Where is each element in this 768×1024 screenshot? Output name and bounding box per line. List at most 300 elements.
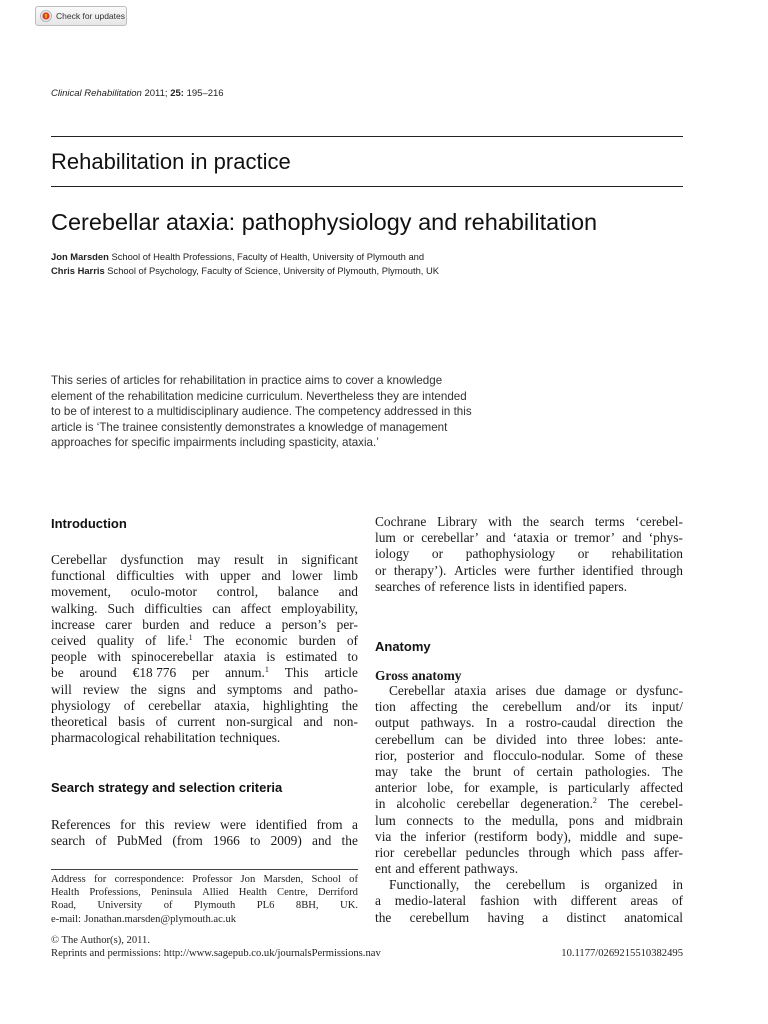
word: physiology — [51, 697, 111, 713]
word: damage — [564, 683, 607, 698]
word: balance — [277, 584, 319, 600]
word: take — [410, 763, 433, 779]
word: identified — [533, 578, 585, 594]
word: lum — [375, 812, 396, 828]
word: medio-lateral — [394, 893, 467, 909]
word: the — [444, 763, 461, 779]
text-line — [51, 873, 358, 886]
word: divided — [496, 731, 537, 747]
word: ataxia, — [214, 697, 250, 713]
word: output — [375, 715, 410, 731]
word: for — [120, 817, 136, 832]
word: further — [538, 562, 575, 578]
word: to — [249, 833, 261, 849]
word: iology — [375, 546, 410, 562]
journal-citation — [51, 88, 224, 99]
word: correspondence: — [114, 874, 185, 885]
word: of — [123, 697, 135, 713]
word: medulla, — [511, 812, 559, 828]
text-line — [51, 899, 358, 912]
text-line — [375, 514, 683, 530]
text-line — [51, 584, 358, 600]
word: or — [556, 530, 568, 546]
word: and/or — [576, 699, 611, 715]
word: and — [625, 828, 646, 844]
text-line — [375, 748, 683, 764]
text-line — [375, 530, 683, 546]
word: reference — [439, 578, 490, 594]
word: having — [487, 909, 524, 925]
abstract — [51, 373, 541, 451]
word: through — [641, 562, 683, 578]
word: input/ — [651, 699, 683, 715]
copyright-notice: © The Author(s), 2011. — [51, 935, 150, 946]
word: affect — [240, 600, 272, 616]
word: pathways. — [464, 861, 519, 877]
word: ante- — [656, 731, 683, 747]
word: University — [97, 900, 143, 912]
word: employability, — [281, 600, 358, 616]
word: significant — [301, 552, 358, 567]
anatomy-heading: Anatomy — [375, 639, 431, 654]
word: In — [485, 715, 498, 731]
word: with — [185, 568, 209, 584]
word: direction — [607, 715, 656, 731]
word: example, — [489, 780, 539, 796]
word: Cochrane — [375, 514, 427, 529]
word: of — [671, 893, 683, 909]
word: a — [265, 616, 272, 632]
word: Articles — [454, 562, 497, 578]
word: be — [473, 731, 486, 747]
word: fashion — [479, 893, 520, 909]
reprints-link[interactable]: Reprints and permissions: http://www.sagepub.co.uk/journalsPermissions.nav — [51, 948, 381, 959]
word: lists — [493, 578, 515, 594]
word: and — [464, 747, 484, 763]
word: 2009) — [270, 833, 302, 849]
word: increase — [51, 616, 95, 632]
citation-pages: 195–216 — [186, 88, 224, 99]
author-affiliation: School of Psychology, Faculty of Science, University of Plymouth, Plymouth, UK — [107, 265, 440, 276]
text-line — [375, 699, 683, 715]
text-line — [375, 732, 683, 748]
word: oculo-motor — [130, 584, 197, 600]
word: flocculo-nodular. — [493, 747, 585, 763]
abstract-line: This series of articles for rehabilitation in practice aims to cover a knowledge — [51, 374, 443, 387]
word: affer- — [653, 844, 683, 860]
word: alcoholic — [396, 796, 446, 812]
word: life.$^1$ — [167, 632, 193, 648]
section-rule — [51, 186, 683, 187]
text-line — [51, 633, 358, 649]
text-line — [51, 552, 358, 568]
text-line — [51, 601, 358, 617]
word: of — [155, 713, 167, 729]
word: and — [486, 530, 506, 546]
word: Such — [107, 600, 135, 616]
text-line — [375, 780, 683, 796]
word: around — [79, 665, 117, 681]
word: patho- — [323, 681, 358, 697]
word: PubMed — [116, 833, 163, 849]
word: techniques. — [219, 730, 281, 746]
word: therapy’). — [393, 562, 447, 578]
word: Jon — [240, 874, 256, 885]
word: degeneration.$^2$ — [520, 796, 597, 812]
word: of — [145, 632, 157, 648]
word: per — [192, 665, 210, 681]
citation-volume: 25: — [170, 88, 184, 99]
word: dysfunc- — [636, 683, 683, 698]
text-line — [51, 886, 358, 899]
word: cerebellum — [375, 731, 435, 747]
word: rehabilitation — [611, 546, 683, 562]
word: tremor’ — [574, 530, 616, 546]
word: pathologies. — [584, 763, 651, 779]
word: Plymouth — [194, 900, 236, 912]
word: peduncles — [465, 844, 520, 860]
word: its — [624, 699, 638, 715]
word: lower — [291, 568, 323, 584]
word: current — [177, 713, 216, 729]
word: Derriford — [317, 887, 358, 899]
word: rior — [375, 844, 395, 860]
word: of — [424, 578, 436, 594]
word: ‘ataxia — [512, 530, 550, 546]
word: (from — [172, 833, 203, 849]
text-line — [51, 682, 358, 698]
word: and — [338, 584, 358, 600]
text-line — [51, 714, 358, 730]
word: Jonathan.marsden@plymouth.ac.uk — [84, 913, 237, 925]
word: and — [293, 681, 313, 697]
word: searches — [375, 578, 421, 594]
word: dysfunction — [120, 552, 184, 567]
word: the — [666, 715, 683, 731]
word: signs — [157, 681, 186, 697]
word: PL6 — [256, 900, 275, 912]
word: Some — [594, 747, 626, 763]
word: rostro-caudal — [525, 715, 597, 731]
word: pathophysiology — [465, 546, 556, 562]
word: inferior — [425, 828, 466, 844]
word: estimated — [285, 649, 338, 665]
word: and — [189, 616, 210, 632]
journal-name: Clinical Rehabilitation — [51, 88, 142, 99]
word: will — [51, 681, 72, 697]
word: may — [375, 763, 399, 779]
text-line — [51, 698, 358, 714]
word: for — [463, 780, 480, 796]
word: posterior — [406, 747, 455, 763]
text-line — [51, 617, 358, 633]
word: the — [471, 699, 489, 715]
word: with — [97, 649, 122, 665]
word: economic — [235, 632, 288, 648]
word: Address — [51, 874, 86, 885]
word: of — [346, 632, 358, 648]
word: is — [548, 780, 558, 796]
word: cerebellar’ — [421, 530, 479, 546]
top-rule — [51, 136, 683, 137]
word: difficulties — [116, 568, 175, 584]
word: organized — [604, 877, 658, 893]
word: reduce — [219, 616, 256, 632]
word: or — [577, 546, 589, 562]
word: of — [513, 763, 525, 779]
text-line — [375, 845, 683, 861]
word: papers. — [588, 578, 628, 594]
word: spinocerebellar — [131, 649, 214, 665]
word: the — [130, 681, 147, 697]
word: and — [604, 812, 624, 828]
word: these — [655, 747, 683, 763]
word: and — [303, 713, 323, 729]
word: cerebellar — [403, 844, 457, 860]
word: with — [488, 514, 512, 529]
word: Functionally, — [389, 877, 460, 893]
word: and — [395, 861, 415, 877]
word: with — [533, 893, 558, 909]
word: cerebellar — [148, 697, 201, 713]
word: 8BH, — [295, 900, 319, 912]
word: School — [311, 874, 341, 885]
word: ceived — [51, 632, 86, 648]
word: the — [474, 877, 491, 893]
word: of — [95, 833, 107, 849]
word: certain — [536, 763, 573, 779]
word: ent — [375, 861, 392, 877]
word: were — [504, 562, 531, 578]
word: of — [163, 900, 173, 912]
word: is — [580, 877, 590, 893]
word: ataxia — [454, 683, 487, 698]
word: or — [402, 530, 415, 546]
word: supe- — [653, 828, 683, 844]
abstract-line: element of the rehabilitation medicine curriculum. Nevertheless they are intended — [51, 389, 467, 403]
article-title: Cerebellar ataxia: pathophysiology and rehabilitation — [51, 209, 598, 235]
word: people — [51, 649, 87, 665]
word: Marsden, — [263, 874, 304, 885]
word: and — [261, 568, 281, 584]
word: middle — [579, 828, 618, 844]
word: movement, — [51, 584, 111, 600]
check-for-updates-label: Check for updates — [56, 11, 125, 21]
correspondence-footnote — [51, 873, 358, 926]
word: affecting — [410, 699, 458, 715]
word: or — [375, 562, 387, 578]
word: cerebellum — [409, 909, 470, 925]
word: cerebellar — [456, 796, 510, 812]
word: brunt — [472, 763, 502, 779]
text-line — [375, 877, 683, 893]
word: efferent — [418, 861, 461, 877]
search-strategy-body — [51, 817, 358, 849]
text-line — [375, 813, 683, 829]
word: Peninsula — [150, 887, 193, 899]
word: difficulties — [144, 600, 203, 616]
word: non- — [333, 713, 358, 729]
text-line — [375, 829, 683, 845]
word: distinct — [566, 909, 606, 925]
word: lobe, — [426, 780, 454, 796]
word: Cerebellar — [51, 552, 107, 567]
word: a — [508, 715, 515, 731]
text-line — [51, 913, 358, 926]
word: and — [196, 681, 216, 697]
word: References — [51, 817, 111, 832]
word: tion — [375, 699, 396, 715]
word: UK. — [340, 900, 358, 912]
word: the — [484, 812, 502, 828]
word: pass — [621, 844, 645, 860]
abstract-line: to be of interest to a multidisciplinary audience. The competency addressed in this — [51, 405, 472, 418]
word: is — [266, 649, 276, 665]
word: (restiform — [474, 828, 528, 844]
word: The — [662, 763, 683, 779]
word: carer — [105, 616, 132, 632]
word: Health — [51, 887, 80, 899]
word: Professions, — [89, 887, 141, 899]
text-line — [51, 665, 358, 681]
word: or — [615, 683, 627, 698]
word: the — [400, 828, 417, 844]
word: This — [284, 665, 309, 681]
word: to — [347, 649, 358, 665]
word: symptoms — [227, 681, 283, 697]
word: cerebellum — [502, 699, 562, 715]
text-line — [375, 563, 683, 579]
word: different — [570, 893, 617, 909]
citation-year: 2011; — [144, 88, 168, 99]
word: the — [375, 909, 392, 925]
word: Cerebellar — [389, 683, 445, 698]
author-line — [51, 251, 424, 262]
text-line — [375, 796, 683, 812]
text-line — [375, 683, 683, 699]
word: Allied — [202, 887, 229, 899]
word: or — [431, 546, 444, 562]
word: due — [535, 683, 555, 698]
word: upper — [219, 568, 251, 584]
word: affected — [640, 780, 683, 796]
word: The — [607, 796, 629, 812]
word: rehabilitation — [144, 730, 216, 746]
text-line — [51, 649, 358, 665]
word: The — [203, 632, 225, 648]
word: Road, — [51, 900, 77, 912]
word: 1966 — [213, 833, 240, 849]
word: burden — [298, 632, 336, 648]
text-line — [51, 817, 358, 833]
word: result — [233, 552, 264, 567]
author-name: Jon Marsden — [51, 251, 109, 262]
gross-anatomy-body — [375, 683, 683, 926]
check-for-updates-button[interactable] — [35, 6, 127, 26]
word: limb — [333, 568, 358, 584]
word: person’s — [281, 616, 327, 632]
word: a — [375, 893, 381, 909]
word: review — [82, 681, 120, 697]
word: €18 776 — [132, 665, 177, 681]
word: three — [577, 731, 604, 747]
word: highlighting — [262, 697, 329, 713]
section-heading: Rehabilitation in practice — [51, 149, 291, 174]
word: and — [622, 530, 642, 546]
word: areas — [630, 893, 659, 909]
word: particularly — [568, 780, 630, 796]
word: Professor — [192, 874, 233, 885]
text-line — [375, 861, 683, 877]
word: of — [349, 874, 358, 885]
word: the — [341, 833, 358, 849]
word: article — [324, 665, 358, 681]
word: were — [220, 817, 247, 832]
word: arises — [495, 683, 527, 698]
word: and — [312, 833, 332, 849]
word: lobes: — [614, 731, 647, 747]
word: in — [375, 796, 386, 812]
word: search — [549, 514, 585, 529]
word: the — [341, 697, 358, 713]
word: pharmacological — [51, 730, 141, 746]
author-affiliation: School of Health Professions, Faculty of Health, University of Plymouth and — [111, 251, 425, 262]
word: search — [51, 833, 86, 849]
introduction-heading: Introduction — [51, 516, 127, 531]
search-strategy-heading: Search strategy and selection criteria — [51, 780, 283, 795]
word: the — [522, 514, 540, 529]
author-line — [51, 265, 439, 276]
word: a — [352, 817, 358, 832]
word: midbrain — [634, 812, 683, 828]
text-line — [51, 568, 358, 584]
abstract-line: article is ‘The trainee consistently demonstrates a knowledge of management — [51, 420, 448, 434]
word: via — [375, 828, 392, 844]
word: pons — [568, 812, 595, 828]
word: anterior — [375, 780, 417, 796]
word: control, — [216, 584, 259, 600]
word: be — [51, 665, 64, 681]
word: terms — [594, 514, 625, 529]
word: review — [174, 817, 211, 832]
text-line — [375, 546, 683, 562]
word: cerebellum — [505, 877, 566, 893]
footnote-rule — [51, 869, 358, 870]
word: this — [145, 817, 165, 832]
word: cerebel- — [639, 796, 683, 812]
word: pathways. — [420, 715, 475, 731]
word: into — [546, 731, 568, 747]
word: ‘phys- — [648, 530, 683, 546]
word: ataxia — [223, 649, 256, 665]
word: can — [212, 600, 231, 616]
word: anatomical — [624, 909, 683, 925]
word: basis — [118, 713, 145, 729]
text-line — [375, 893, 683, 909]
word: a — [542, 909, 549, 925]
word: in — [277, 552, 288, 567]
word: of — [634, 747, 646, 763]
word: Health — [238, 887, 267, 899]
word: body), — [536, 828, 572, 844]
word: identified — [255, 817, 307, 832]
word: functional — [51, 568, 106, 584]
word: for — [93, 874, 107, 885]
word: ‘cerebel- — [635, 514, 683, 529]
word: burden — [142, 616, 180, 632]
doi: 10.1177/0269215510382495 — [561, 948, 683, 959]
text-line — [375, 910, 683, 926]
